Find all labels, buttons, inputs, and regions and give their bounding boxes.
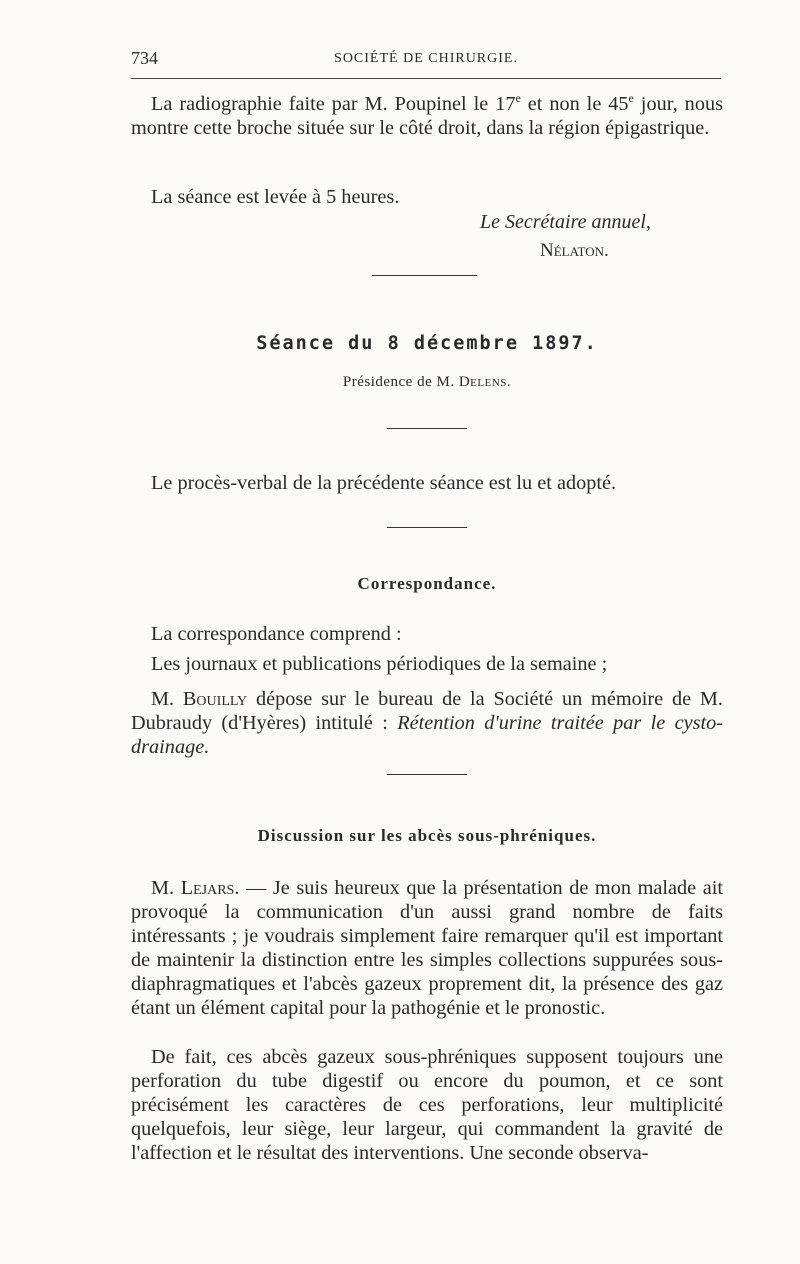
intro-text-a: La radiographie faite par M. Poupinel le 17 [151,92,516,115]
discussion-paragraph-2: De fait, ces abcès gazeux sous-phréniques supposent toujours une perforation du tube digestif ou encore du poumon, et ce sont précisément les caractères de ces perforations, leur multiplicité quelquefois, leur siège, leur largeur, qui commandent la gravité de l'affection et le résultat des interventions. Une seconde observa- [131,1046,723,1164]
page-number: 734 [131,48,158,68]
separator-rule [387,774,467,775]
president-name: Delens. [458,374,512,390]
memoire-text: dépose sur le bureau de la Société un mémoire de M. Dubraudy (d'Hyères) intitulé : [131,688,723,734]
memoire-title: Rétention d'urine traitée par le cysto-drainage. [131,712,723,758]
superscript: e [628,91,634,105]
closing-line: La séance est levée à 5 heures. [151,186,400,208]
correspondance-line-1: La correspondance comprend : [151,623,402,645]
intro-paragraph [131,86,723,140]
discussion-paragraph-1 [131,876,723,1020]
separator-rule [387,527,467,528]
signature-name: Nélaton. [540,240,609,261]
presidence-line [131,374,723,391]
correspondance-line-2: Les journaux et publications périodiques de la semaine ; [151,653,608,675]
discussion-heading: Discussion sur les abcès sous-phréniques. [257,826,597,845]
correspondance-memoire [131,687,723,759]
speaker-name: M. Lejars. [151,877,240,899]
author-name: M. Bouilly [151,688,248,710]
presidence-label: Présidence de M. [342,374,455,390]
correspondance-heading: Correspondance. [357,574,497,593]
signature-role: Le Secrétaire annuel, [480,211,651,233]
separator-rule [387,428,467,429]
intro-text-b: et non le 45 [520,92,629,115]
superscript: e [515,91,521,105]
seance-title: Séance du 8 décembre 1897. [256,333,598,354]
intro-text-c: jour, nous montre cette broche située sur le côté droit, dans la région épigastrique. [131,92,723,139]
discussion-text-1: — Je suis heureux que la présentation de mon malade ait provoqué la communication d'un aussi grand nombre de faits intéressants ; je voudrais simplement faire remarquer qu'il est important de maintenir la distinction entre les simples collections suppurées sous-diaphragmatiques et l'abcès gazeux proprement dit, la présence des gaz étant un élément capital pour la pathogénie et le pronostic. [131,877,723,1019]
proces-verbal-line: Le procès-verbal de la précédente séance est lu et adopté. [151,472,617,494]
header-rule [131,78,721,79]
running-title: SOCIÉTÉ DE CHIRURGIE. [334,51,518,66]
page-header [131,48,721,70]
separator-rule [372,275,477,276]
